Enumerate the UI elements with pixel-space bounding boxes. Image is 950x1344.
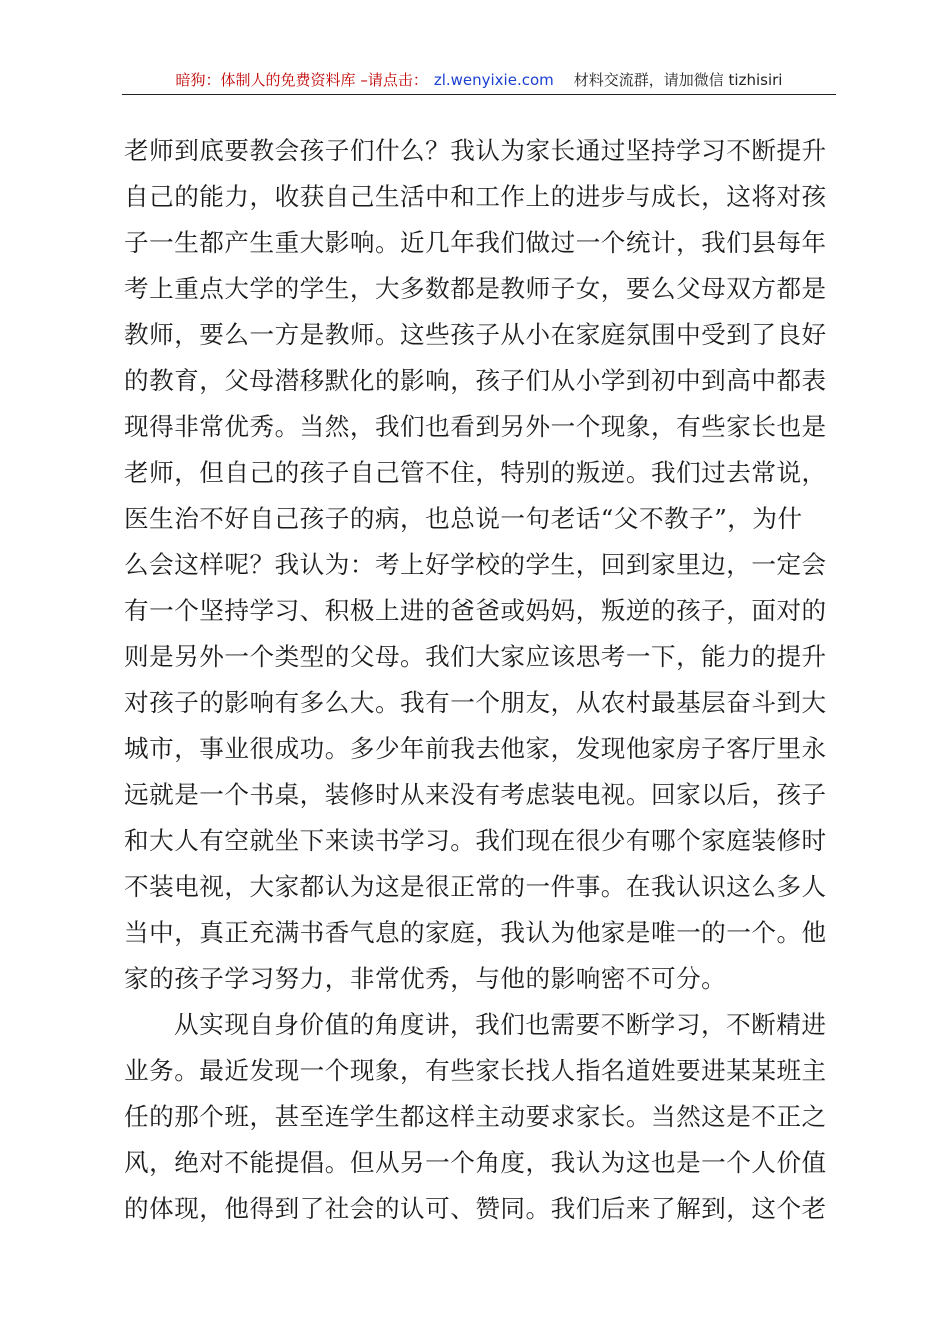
- text-line: 家的孩子学习努力，非常优秀，与他的影响密不可分。: [124, 964, 727, 993]
- text-line: 业务。最近发现一个现象，有些家长找人指名道姓要进某某班主: [124, 1056, 827, 1085]
- text-line: 对孩子的影响有多么大。我有一个朋友，从农村最基层奋斗到大: [124, 688, 827, 717]
- text-line: 自己的能力，收获自己生活中和工作上的进步与成长，这将对孩: [124, 182, 827, 211]
- text-line: 子一生都产生重大影响。近几年我们做过一个统计，我们县每年: [124, 228, 827, 257]
- text-line: 当中，真正充满书香气息的家庭，我认为他家是唯一的一个。他: [124, 918, 827, 947]
- page-header: [122, 66, 836, 95]
- text-line: 老师，但自己的孩子自己管不住，特别的叛逆。我们过去常说，: [124, 458, 827, 487]
- text-line: 老师到底要教会孩子们什么？我认为家长通过坚持学习不断提升: [124, 136, 827, 165]
- text-line: 城市，事业很成功。多少年前我去他家，发现他家房子客厅里永: [124, 734, 827, 763]
- text-line: 现得非常优秀。当然，我们也看到另外一个现象，有些家长也是: [124, 412, 827, 441]
- text-line: 不装电视，大家都认为这是很正常的一件事。在我认识这么多人: [124, 872, 827, 901]
- text-line: 的体现，他得到了社会的认可、赞同。我们后来了解到，这个老: [124, 1194, 827, 1223]
- text-line: 和大人有空就坐下来读书学习。我们现在很少有哪个家庭装修时: [124, 826, 827, 855]
- text-line: 有一个坚持学习、积极上进的爸爸或妈妈，叛逆的孩子，面对的: [124, 596, 827, 625]
- text-line: 远就是一个书桌，装修时从来没有考虑装电视。回家以后，孩子: [124, 780, 827, 809]
- text-line: 考上重点大学的学生，大多数都是教师子女，要么父母双方都是: [124, 274, 827, 303]
- text-line: 么会这样呢？我认为：考上好学校的学生，回到家里边，一定会: [124, 550, 827, 579]
- text-line: 任的那个班，甚至连学生都这样主动要求家长。当然这是不正之: [124, 1102, 827, 1131]
- header-site-text: 暗狗：体制人的免费资料库 –请点击：: [175, 71, 428, 89]
- text-line: 的教育，父母潜移默化的影响，孩子们从小学到初中到高中都表: [124, 366, 827, 395]
- text-line: 教师，要么一方是教师。这些孩子从小在家庭氛围中受到了良好: [124, 320, 827, 349]
- document-body: [124, 128, 838, 1232]
- text-line: 医生治不好自己孩子的病，也总说一句老话“父不教子”，为什: [124, 504, 803, 533]
- header-link[interactable]: zl.wenyixie.com: [433, 71, 554, 89]
- header-contact-text: 材料交流群，请加微信 tizhisiri: [573, 71, 783, 89]
- text-line: 风，绝对不能提倡。但从另一个角度，我认为这也是一个人价值: [124, 1148, 827, 1177]
- text-line: 则是另外一个类型的父母。我们大家应该思考一下，能力的提升: [124, 642, 827, 671]
- paragraph-start-line: 从实现自身价值的角度讲，我们也需要不断学习，不断精进: [174, 1010, 827, 1039]
